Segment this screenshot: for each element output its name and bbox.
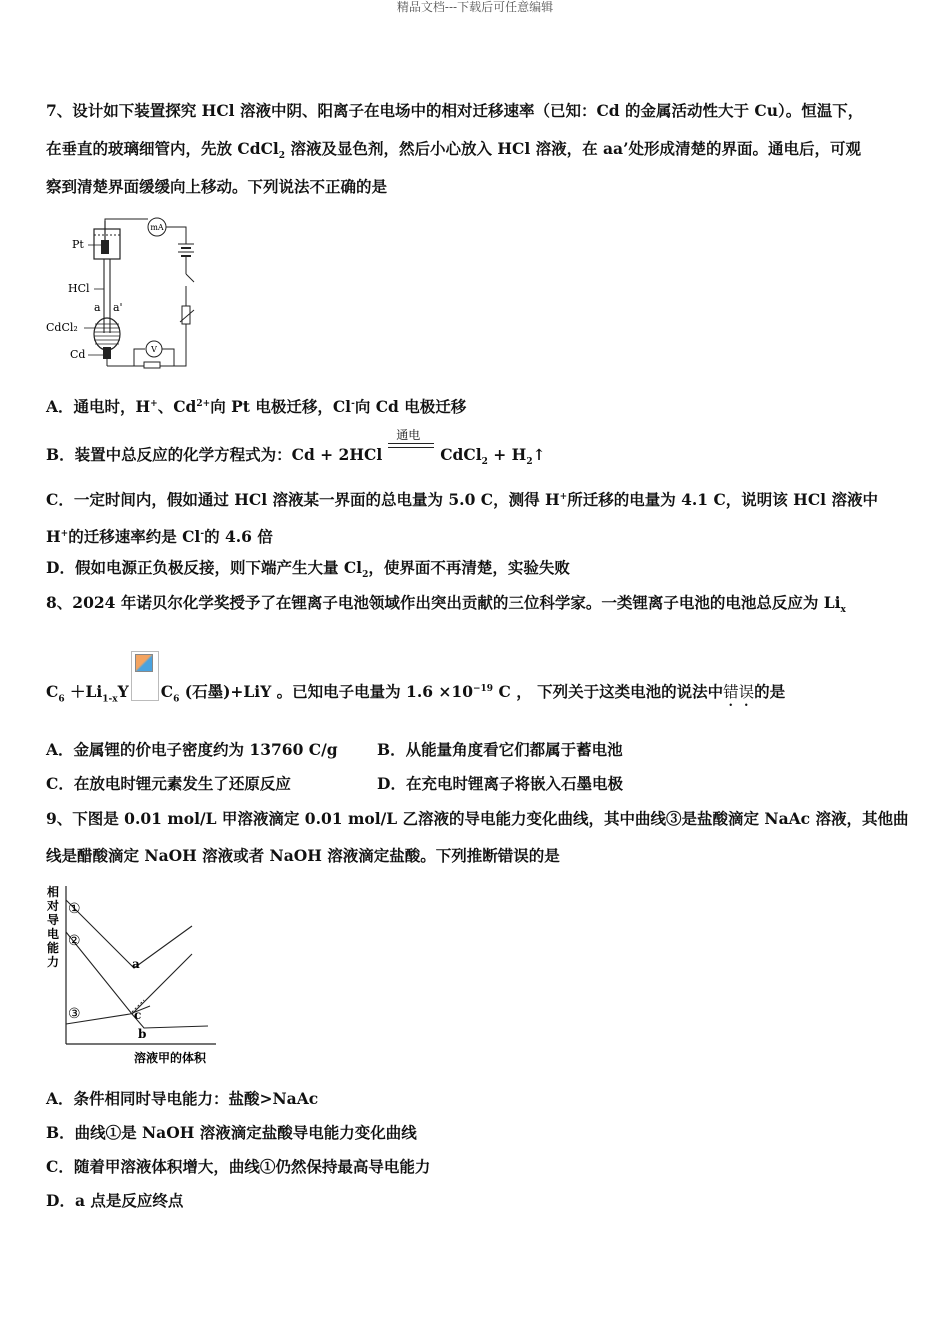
interface-a-prime-label: a' xyxy=(113,301,123,314)
q9-option-b: B．曲线①是 NaOH 溶液滴定盐酸导电能力变化曲线 xyxy=(46,1123,417,1142)
q7-option-b: B．装置中总反应的化学方程式为：Cd + 2HCl 通电 CdCl$_2$ + $H_2↑$ xyxy=(46,440,546,472)
svg-text:对: 对 xyxy=(47,899,60,913)
q9-stem-line-1: 9、下图是 0.01 mol/L 甲溶液滴定 0.01 mol/L 乙溶液的导电能力变化曲线，其中曲线③是盐酸滴定 NaAc 溶液，其他曲 xyxy=(46,809,909,828)
point-a-label: a xyxy=(132,957,140,971)
reaction-condition: 通电 xyxy=(396,428,421,442)
broken-image-icon xyxy=(131,651,159,701)
curve-1 xyxy=(66,900,192,968)
chart-y-axis-label xyxy=(46,884,59,969)
svg-text:能: 能 xyxy=(47,941,60,955)
interface-a-label: a xyxy=(94,301,101,314)
q7-stem-line-2: 在垂直的玻璃细管内，先放 CdCl$_2$ 溶液及显色剂，然后小心放入 HCl 溶液，在 aa’处形成清楚的界面。通电后，可观 xyxy=(46,139,862,162)
q7-option-c-line-1: C．一定时间内，假如通过 HCl 溶液某一界面的总电量为 5.0 C，测得 H+所迁移的电量为 4.1 C，说明该 HCl 溶液中 xyxy=(46,490,878,510)
q7-option-a: A．通电时，H+、$Cd^{2+}$向 Pt 电极迁移，Cl-向 Cd 电极迁移 xyxy=(46,397,467,417)
hcl-label: HCl xyxy=(68,282,90,295)
svg-text:相: 相 xyxy=(47,885,60,899)
q7-stem-line-1: 7、设计如下装置探究 HCl 溶液中阴、阳离子在电场中的相对迁移速率（已知：Cd 的金属活动性大于 Cu）。恒温下， xyxy=(46,101,864,120)
point-b-label: b xyxy=(138,1027,147,1041)
curve-1-label: ① xyxy=(68,901,81,917)
curve-2 xyxy=(66,932,192,1014)
q7-stem-line-3: 察到清楚界面缓缓向上移动。下列说法不正确的是 xyxy=(46,177,388,196)
milliammeter-label: mA xyxy=(150,223,164,232)
q8-stem-line-1: 8、2024 年诺贝尔化学奖授予了在锂离子电池领域作出突出贡献的三位科学家。一类锂离子电池的电池总反应为 $Li_x$ xyxy=(46,593,846,616)
q9-option-c: C．随着甲溶液体积增大，曲线①仍然保持最高导电能力 xyxy=(46,1157,431,1176)
pt-label: Pt xyxy=(72,238,84,251)
q8-option-c: C．在放电时锂元素发生了还原反应 xyxy=(46,774,291,793)
cd-label: Cd xyxy=(70,348,86,361)
page-header: 精品文档---下载后可任意编辑 xyxy=(396,0,554,14)
q9-conductivity-chart xyxy=(44,882,224,1068)
q9-option-a: A．条件相同时导电能力：盐酸>NaAc xyxy=(46,1089,319,1108)
svg-text:电: 电 xyxy=(47,927,60,941)
chart-x-axis-label: 溶液甲的体积 xyxy=(134,1051,207,1065)
q9-stem-line-2: 线是醋酸滴定 NaOH 溶液或者 NaOH 溶液滴定盐酸。下列推断错误的是 xyxy=(46,846,560,865)
q8-option-d: D．在充电时锂离子将嵌入石墨电极 xyxy=(377,774,623,793)
q7-apparatus-figure xyxy=(44,216,204,374)
point-c-label: c xyxy=(134,1008,142,1022)
curve-3-label: ③ xyxy=(68,1006,81,1022)
q7-option-c-line-2: H+的迁移速率约是 Cl-的 4.6 倍 xyxy=(46,527,273,547)
q8-option-b: B．从能量角度看它们都属于蓄电池 xyxy=(377,740,623,759)
emphasized-wrong: 错误 xyxy=(723,683,755,702)
q8-stem-line-2: $C_6 +Li_{1-x}Y$ $C_6$ (石墨)+LiY 。已知电子电量为 $1.6 \times 10^{-19}$ C ， 下列关于这类电池的说法中错误的是 xyxy=(46,679,785,710)
q8-option-a: A．金属锂的价电子密度约为 13760 C/g xyxy=(46,740,338,759)
q7-option-d: D．假如电源正负极反接，则下端产生大量 $Cl_2$，使界面不再清楚，实验失败 xyxy=(46,558,570,581)
curve-2-label: ② xyxy=(68,933,81,949)
svg-text:力: 力 xyxy=(47,955,60,969)
svg-text:导: 导 xyxy=(47,913,60,927)
cdcl2-label: CdCl₂ xyxy=(46,321,78,334)
voltmeter-label: V xyxy=(151,345,157,354)
q9-option-d: D．a 点是反应终点 xyxy=(46,1191,184,1210)
